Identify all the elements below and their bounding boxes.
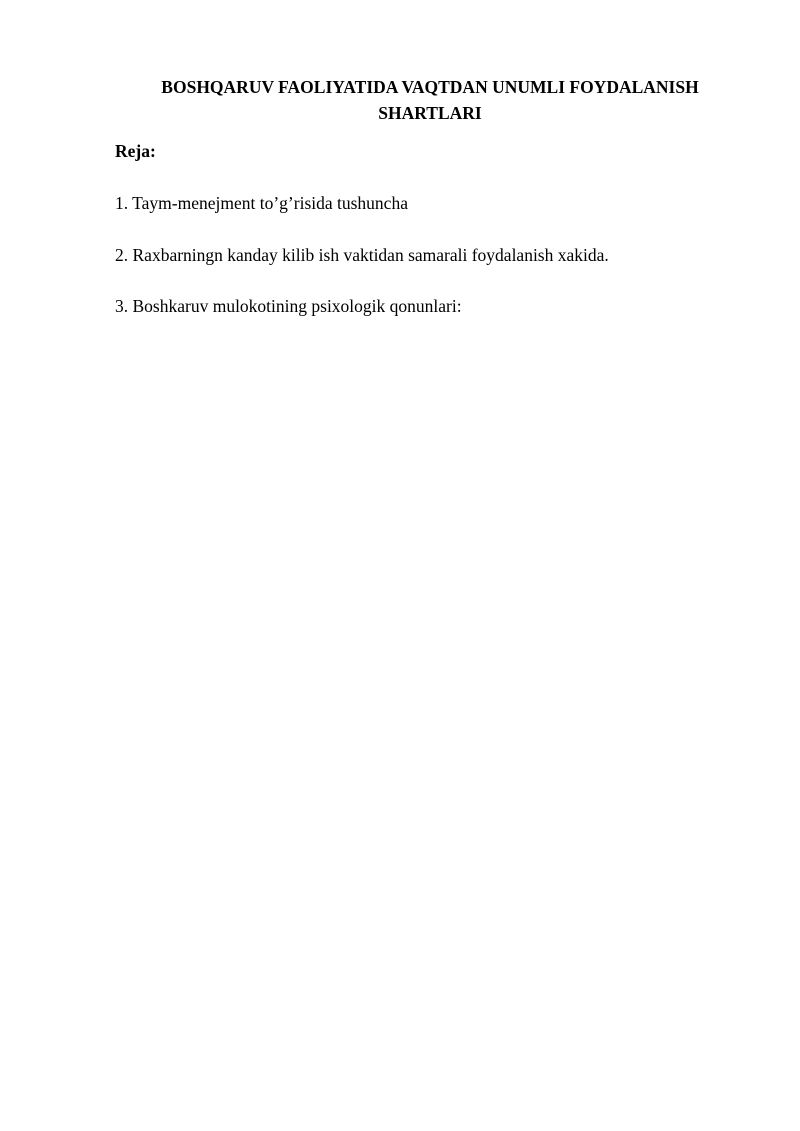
title-line-2: SHARTLARI <box>378 103 482 123</box>
plan-label: Reja: <box>115 141 156 161</box>
title-line-1: BOSHQARUV FAOLIYATIDA VAQTDAN UNUMLI FOYDALANISH <box>161 77 699 97</box>
plan-item-3: 3. Boshkaruv mulokotining psixologik qonunlari: <box>115 296 462 316</box>
plan-item-1: 1. Taym-menejment to’g’risida tushuncha <box>115 193 408 213</box>
plan-list <box>115 190 755 345</box>
document-title <box>115 74 745 126</box>
plan-item-2: 2. Raxbarningn kanday kilib ish vaktidan samarali foydalanish xakida. <box>115 244 609 265</box>
